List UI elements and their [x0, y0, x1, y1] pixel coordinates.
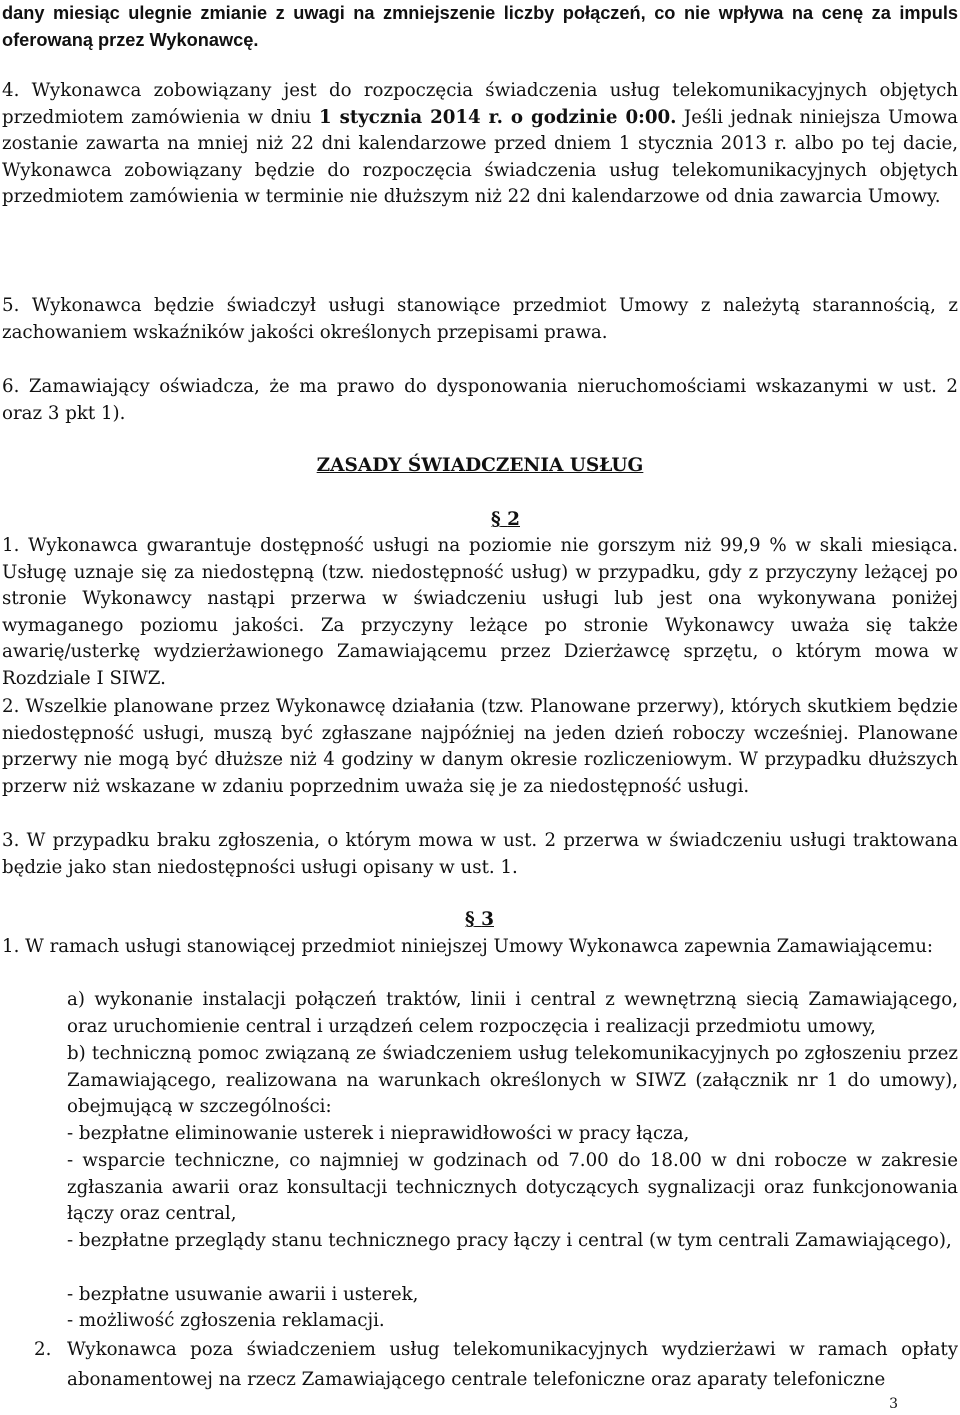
- section-2-paragraph-3: 3. W przypadku braku zgłoszenia, o którym mowa w ust. 2 przerwa w świadczeniu usługi traktowana będzie jako stan niedostępności usługi opisany w ust. 1.: [2, 830, 958, 878]
- paragraph-5: 5. Wykonawca będzie świadczył usługi stanowiące przedmiot Umowy z należytą starannością, z zachowaniem wskaźników jakości określonych przepisami prawa.: [2, 295, 958, 343]
- section-3-dash-item: - bezpłatne eliminowanie usterek i nieprawidłowości w pracy łącza,: [67, 1123, 690, 1144]
- section-3-label: [434, 906, 494, 934]
- section-3-item-2-number: 2.: [34, 1339, 52, 1360]
- section-3-dash-item: - wsparcie techniczne, co najmniej w godzinach od 7.00 do 18.00 w dni robocze w zakresie zgłaszania awarii oraz konsultacji technicznych dotyczących sygnalizacji oraz funkcjonowania łączy oraz central,: [67, 1150, 958, 1224]
- section-3-paragraph-1: 1. W ramach usługi stanowiącej przedmiot niniejszej Umowy Wykonawca zapewnia Zamawiającemu:: [2, 936, 934, 957]
- section-2-paragraph-2: 2. Wszelkie planowane przez Wykonawcę działania (tzw. Planowane przerwy), których skutkiem będzie niedostępność usługi, muszą być zgłaszane najpóźniej na jeden dzień roboczy wcześniej. Planowane przerwy nie mogą być dłuższe niż 4 godziny w danym okresie rozliczeniowym. W przypadku dłuższych przerw niż wskazane w zdaniu poprzednim uważa się je za niedostępność usługi.: [2, 696, 958, 797]
- paragraph-top: dany miesiąc ulegnie zmianie z uwagi na zmniejszenie liczby połączeń, co nie wpływa na cenę za impuls oferowaną przez Wykonawcę.: [2, 3, 958, 50]
- section-sign-icon: §: [490, 509, 501, 530]
- page-number: 3: [889, 1396, 898, 1412]
- section-3-item-b: b) techniczną pomoc związaną ze świadczeniem usług telekomunikacyjnych po zgłoszeniu przez Zamawiającego, realizowana na warunkach określonych w SIWZ (załącznik nr 1 do umowy), obejmującą w szczególności:: [67, 1043, 958, 1117]
- paragraph-4-date: 1 stycznia 2014 r. o godzinie 0:00.: [318, 106, 677, 128]
- section-heading: ZASADY ŚWIADCZENIA USŁUG: [316, 455, 644, 476]
- section-3-dash-item: - bezpłatne usuwanie awarii i usterek,: [67, 1284, 419, 1305]
- paragraph-4-intro: 4. Wykonawca zobowiązany jest do rozpoczęcia świadczenia usług telekomunikacyjnych objętych przedmiotem zamówienia w dniu: [2, 80, 958, 128]
- paragraph-6: 6. Zamawiający oświadcza, że ma prawo do dysponowania nieruchomościami wskazanymi w ust. 2 oraz 3 pkt 1).: [2, 376, 958, 424]
- section-3-item-a: a) wykonanie instalacji połączeń traktów, linii i central z wewnętrzną siecią Zamawiającego, oraz uruchomienie central i urządzeń celem rozpoczęcia i realizacji przedmiotu umowy,: [67, 989, 958, 1037]
- section-2-paragraph-1: 1. Wykonawca gwarantuje dostępność usługi na poziomie nie gorszym niż 99,9 % w skali miesiąca. Usługę uznaje się za niedostępną (tzw. niedostępność usług) w przypadku, gdy z przyczyny leżącej po stronie Wykonawcy nastąpi przerwa w świadczeniu usługi lub jest ona wykonywana poniżej wymaganego poziomu jakości. Za przyczyny leżące po stronie Wykonawcy uważa się także awarię/usterkę wydzierżawionego Zamawiającemu przez Dzierżawcę sprzętu, o którym mowa w Rozdziale I SIWZ.: [2, 535, 958, 689]
- section-3-item-2-text: Wykonawca poza świadczeniem usług telekomunikacyjnych wydzierżawi w ramach opłaty abonamentowej na rzecz Zamawiającego centrale telefoniczne oraz aparaty telefoniczne: [67, 1339, 958, 1390]
- section-3-number: 3: [481, 909, 494, 930]
- section-3-dash-item: - możliwość zgłoszenia reklamacji.: [67, 1310, 385, 1331]
- section-sign-icon: §: [464, 909, 475, 930]
- section-3-dash-item: - bezpłatne przeglądy stanu technicznego pracy łączy i central (w tym centrali Zamawiającego),: [67, 1230, 952, 1251]
- section-2-number: 2: [507, 509, 520, 530]
- paragraph-4-rest: Jeśli jednak niniejsza Umowa zostanie zawarta na mniej niż 22 dni kalendarzowe przed dniem 1 stycznia 2013 r. albo po tej dacie, Wykonawca zobowiązany będzie do rozpoczęcia świadczenia usług telekomunikacyjnych objętych przedmiotem zamówienia w terminie nie dłuższym niż 22 dni kalendarzowe od dnia zawarcia Umowy.: [2, 106, 958, 207]
- paragraph-4: [2, 78, 958, 211]
- section-2-label: [460, 506, 520, 534]
